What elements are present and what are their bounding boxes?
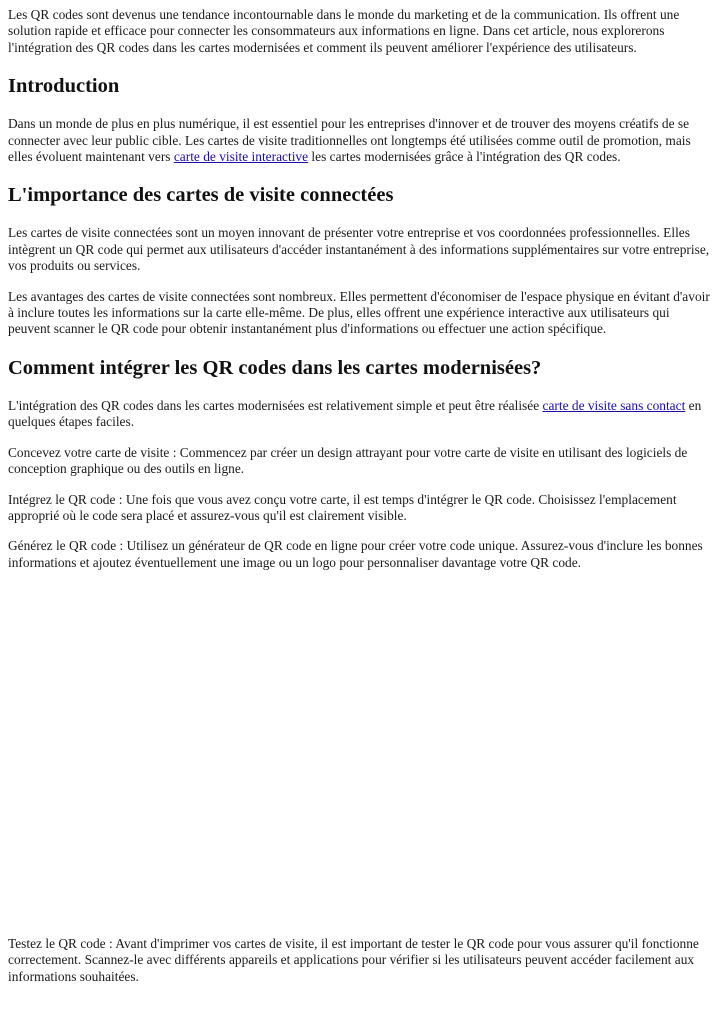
heading-comment-integrer: Comment intégrer les QR codes dans les cartes modernisées? xyxy=(8,356,542,379)
introduction-text-before: Dans un monde de plus en plus numérique, il est essentiel pour les entreprises d'innover et de trouver des moyens créatifs de se connecter avec leur public cible. Les cartes de visite traditionnelles ont longtemps été utilisées comme outil de promotion, mais elles évoluent maintenant vers xyxy=(8,116,691,165)
howto-paragraph-integrez: Intégrez le QR code : Une fois que vous avez conçu votre carte, il est temps d'intégrer le QR code. Choisissez l'emplacement approprié où le code sera placé et assurez-vous qu'il est clairement visible. xyxy=(8,491,677,523)
link-carte-de-visite-interactive[interactable]: carte de visite interactive xyxy=(173,149,309,165)
howto-paragraph-1 xyxy=(8,398,714,431)
importance-paragraph-1: Les cartes de visite connectées sont un moyen innovant de présenter votre entreprise et vos coordonnées professionnelles. Elles intègrent un QR code qui permet aux utilisateurs d'accéder instantanément à des informations supplémentaires sur votre entreprise, vos produits ou services. xyxy=(8,225,710,274)
heading-introduction: Introduction xyxy=(8,75,120,98)
final-paragraph-testez: Testez le QR code : Avant d'imprimer vos cartes de visite, il est important de tester le QR code pour vous assurer qu'il fonctionne correctement. Scannez-le avec différents appareils et applications pour vérifier si les utilisateurs peuvent accéder facilement aux informations souhaitées. xyxy=(8,936,699,984)
importance-paragraph-2: Les avantages des cartes de visite connectées sont nombreux. Elles permettent d'économiser de l'espace physique en évitant d'avoir à inclure toutes les informations sur la carte elle-même. De plus, elles offrent une expérience interactive aux utilisateurs qui peuvent scanner le QR code pour obtenir instantanément plus d'informations ou effectuer une action spécifique. xyxy=(8,288,710,337)
introduction-paragraph xyxy=(8,116,714,165)
howto-text-after: en quelques étapes faciles. xyxy=(8,397,702,430)
link-carte-de-visite-sans-contact[interactable]: carte de visite sans contact xyxy=(542,397,686,413)
howto-paragraph-generez: Générez le QR code : Utilisez un générateur de QR code en ligne pour créer votre code unique. Assurez-vous d'inclure les bonnes informations et ajoutez éventuellement une image ou un logo pour personnaliser davantage votre QR code. xyxy=(8,538,703,570)
howto-paragraph-concevez: Concevez votre carte de visite : Commencez par créer un design attrayant pour votre carte de visite en utilisant des logiciels de conception graphique ou des outils en ligne. xyxy=(8,444,688,477)
intro-paragraph: Les QR codes sont devenus une tendance incontournable dans le monde du marketing et de la communication. Ils offrent une solution rapide et efficace pour connecter les consommateurs aux informations en ligne. Dans cet article, nous explorerons l'intégration des QR codes dans les cartes modernisées et comment ils peuvent améliorer l'expérience des utilisateurs. xyxy=(8,7,680,55)
introduction-text-after: les cartes modernisées grâce à l'intégration des QR codes. xyxy=(308,149,621,165)
howto-text-before: L'intégration des QR codes dans les cartes modernisées est relativement simple et peut être réalisée xyxy=(8,397,543,413)
heading-importance: L'importance des cartes de visite connectées xyxy=(8,184,394,207)
article-body xyxy=(8,7,714,571)
